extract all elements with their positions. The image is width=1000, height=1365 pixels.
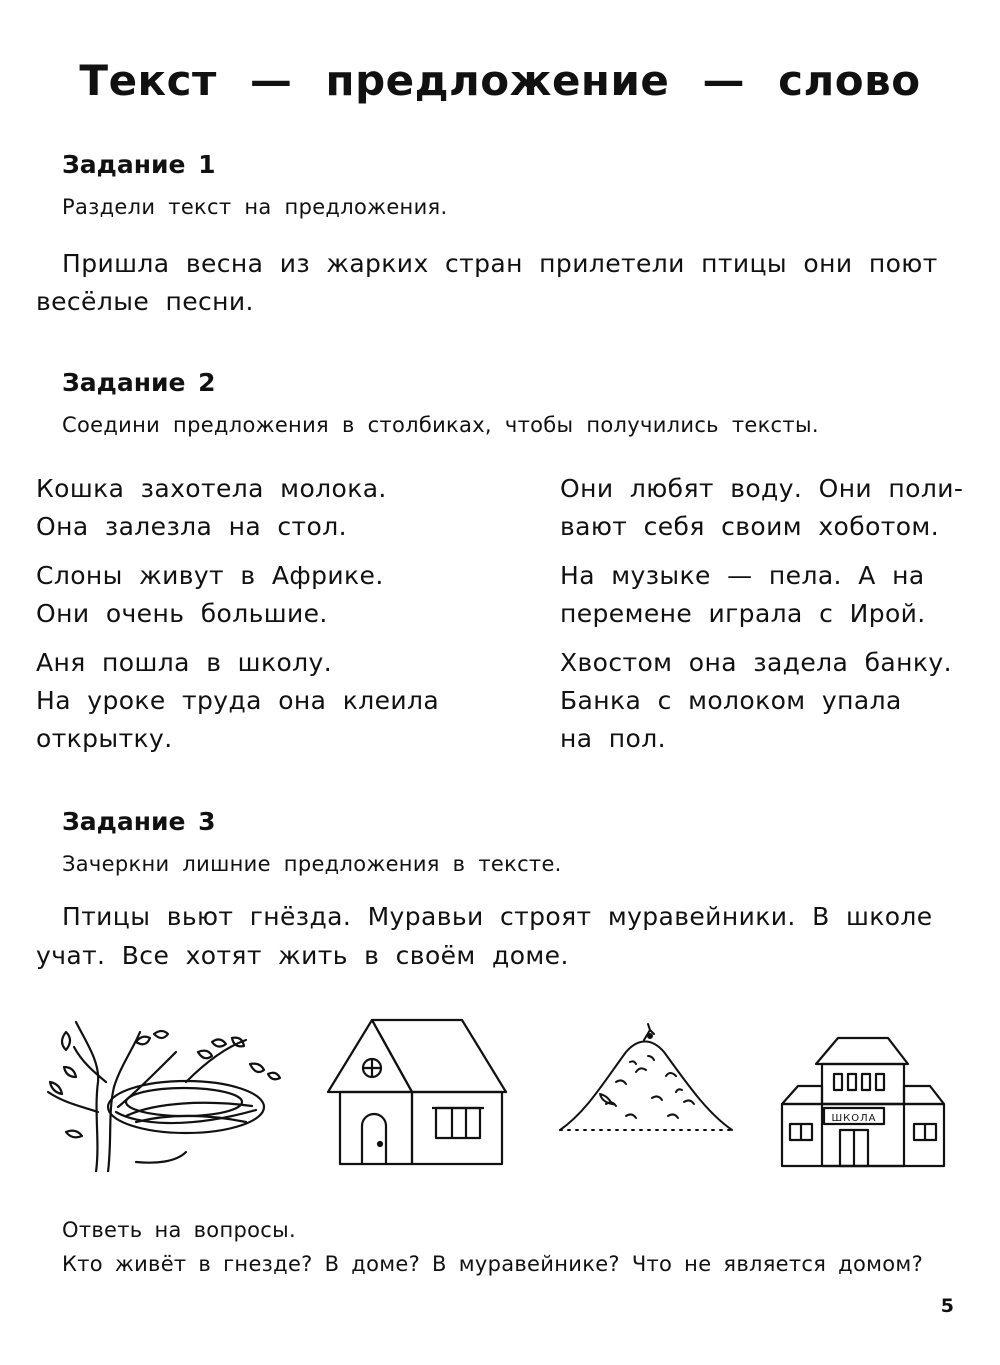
- sentence-line: вают себя своим хоботом.: [560, 512, 940, 541]
- nest-picture: [36, 1012, 286, 1172]
- right-sentence-group[interactable]: [560, 470, 970, 546]
- sentence-line: Кошка захотела молока.: [36, 474, 387, 503]
- page-title: Текст — предложение — слово: [79, 56, 921, 105]
- sentence-line: Хвостом она задела банку.: [560, 648, 952, 677]
- sentence-line: На музыке — пела. А на: [560, 561, 925, 590]
- sentence-line: Слоны живут в Африке.: [36, 561, 384, 590]
- task3-text-line2: учат. Все хотят жить в своём доме.: [36, 941, 569, 970]
- picture-row: [36, 1012, 966, 1172]
- sentence-line: Банка с молоком упала: [560, 686, 902, 715]
- sentence-line: Она залезла на стол.: [36, 512, 347, 541]
- task2-heading: Задание 2: [62, 368, 216, 397]
- task1-instruction: Раздели текст на предложения.: [62, 195, 448, 219]
- page-number: 5: [940, 1295, 954, 1317]
- school-sign: ШКОЛА: [831, 1113, 877, 1124]
- questions-intro: Ответь на вопросы.: [62, 1218, 296, 1242]
- sentence-line: Они очень большие.: [36, 599, 328, 628]
- right-sentence-group[interactable]: [560, 644, 970, 758]
- school-picture: [778, 1012, 948, 1172]
- right-sentence-group[interactable]: [560, 557, 970, 633]
- sentence-line: Аня пошла в школу.: [36, 648, 333, 677]
- task3-heading: Задание 3: [62, 807, 216, 836]
- task2-instruction: Соедини предложения в столбиках, чтобы получились тексты.: [62, 413, 819, 437]
- left-sentence-group[interactable]: [36, 557, 506, 633]
- task1-heading: Задание 1: [62, 150, 216, 179]
- task1-text-line1: Пришла весна из жарких стран прилетели птицы они поют: [62, 249, 938, 278]
- questions-text: Кто живёт в гнезде? В доме? В муравейнике? Что не является домом?: [62, 1252, 924, 1276]
- left-sentence-group[interactable]: [36, 470, 506, 546]
- left-sentence-group[interactable]: [36, 644, 506, 758]
- right-column: [560, 470, 970, 769]
- anthill-picture: [556, 1012, 736, 1172]
- house-picture: [324, 1012, 514, 1172]
- sentence-line: перемене играла с Ирой.: [560, 599, 926, 628]
- left-column: [36, 470, 506, 769]
- sentence-line: открытку.: [36, 724, 173, 753]
- sentence-line: На уроке труда она клеила: [36, 686, 440, 715]
- sentence-line: на пол.: [560, 724, 666, 753]
- task1-text-line2: весёлые песни.: [36, 287, 254, 316]
- task3-text-line1: Птицы вьют гнёзда. Муравьи строят муравейники. В школе: [62, 902, 933, 931]
- sentence-line: Они любят воду. Они поли-: [560, 474, 964, 503]
- task3-instruction: Зачеркни лишние предложения в тексте.: [62, 852, 562, 876]
